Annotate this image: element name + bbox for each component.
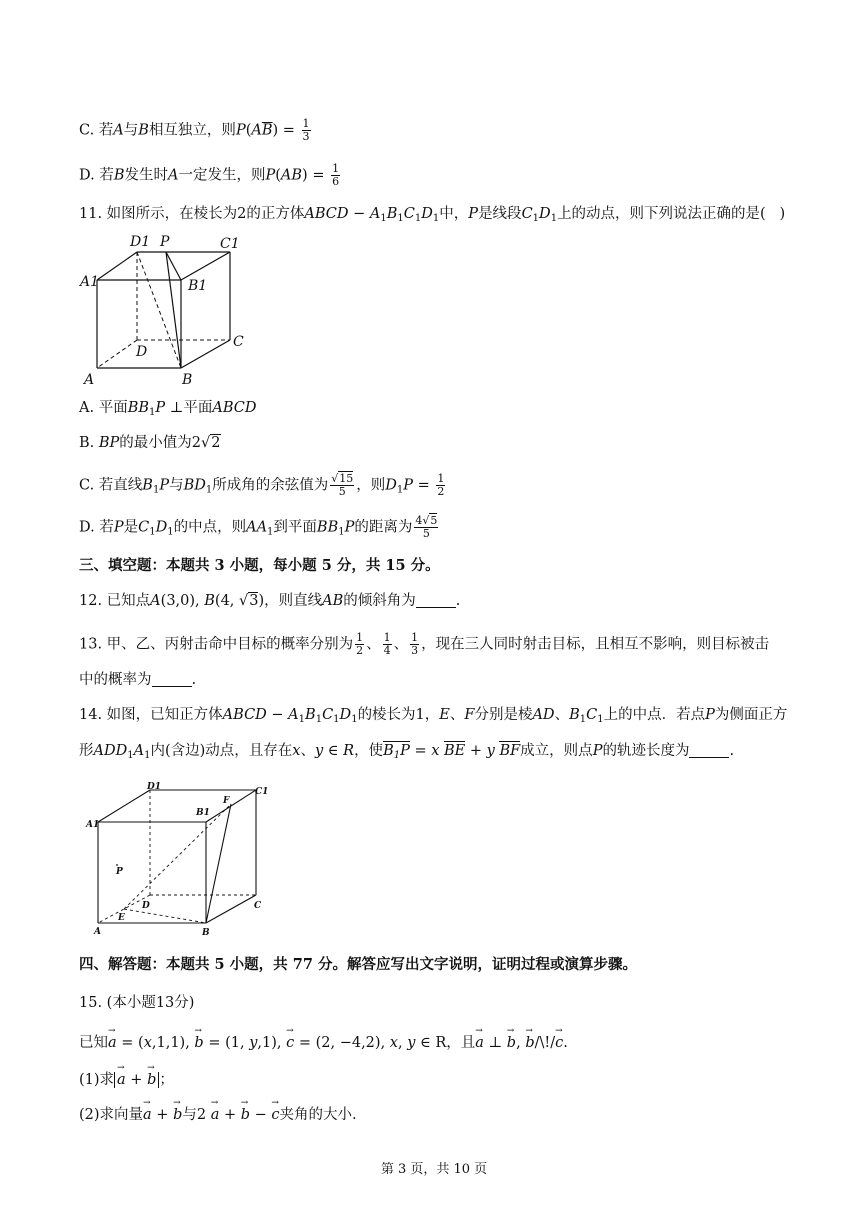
q14-line1: 14. 如图，已知正方体ABCD − $A_1B_1C_1D_1$的棱长为1，E、F分别是棱AD、$B_1C_1$上的中点．若点P为侧面正方 bbox=[79, 707, 788, 725]
q11-stem: 11. 如图所示，在棱长为2的正方体ABCD − $A_1B_1C_1D_1$中，P是线段$C_1D_1$上的动点，则下列说法正确的是( ) bbox=[79, 206, 786, 224]
q11-option-c: C. 若直线$B_1P$与$BD_1$所成角的余弦值为 $\frac{√15}{5}$ ，则$D_1P$ = $\frac{1}{2}$ bbox=[79, 472, 445, 498]
label14-c: C bbox=[254, 901, 262, 911]
page-footer: 第 3 页，共 10 页 bbox=[380, 1162, 488, 1177]
label-p: P bbox=[160, 234, 170, 250]
q13-line2: 中的概率为 . bbox=[79, 672, 197, 688]
label-c: C bbox=[233, 334, 244, 350]
q15-title: 15. (本小题13分) bbox=[79, 995, 195, 1011]
q10-option-d: D. 若B发生时A一定发生，则P(AB) = $\frac{1}{6}$ bbox=[79, 162, 340, 188]
label14-d: D bbox=[142, 901, 150, 911]
q14-line2: 形$ADD_1A_1$内(含边)动点，且存在x、y ∈ R，使$B_1P = x$ BE + y BF成立，则点P的轨迹长度为 . bbox=[79, 743, 735, 761]
label14-e: E bbox=[118, 913, 125, 923]
label-b1: B1 bbox=[188, 278, 208, 294]
q13-line1: 13. 甲、乙、丙射击命中目标的概率分别为 $\frac{1}{2}$ 、 $\frac{1}{4}$ 、 $\frac{1}{3}$ ，现在三人同时射击目标，且相互不影响，则目标被击 bbox=[79, 631, 770, 657]
q12: 12. 已知点A(3,0), B(4, √3)，则直线AB的倾斜角为 . bbox=[79, 593, 461, 609]
label14-a: A bbox=[94, 927, 101, 937]
label14-b1: B1 bbox=[196, 808, 210, 818]
label14-p: P bbox=[116, 867, 123, 877]
label14-d1: D1 bbox=[147, 782, 162, 792]
q10-option-c: C. 若A与B相互独立，则$P(A\overline{B})$ = $\frac{1}{3}$ bbox=[79, 117, 310, 143]
label-a1: A1 bbox=[80, 274, 100, 290]
label14-c1: C1 bbox=[255, 787, 269, 797]
q11-cube-figure bbox=[78, 228, 258, 393]
label-b: B bbox=[182, 372, 193, 388]
q15-part2: (2)求向量→ a + → b与2 → a + → b − → c夹角的大小. bbox=[79, 1105, 357, 1125]
label-c1: C1 bbox=[220, 236, 240, 252]
q11-option-a: A. 平面$BB_1P$ ⊥平面ABCD bbox=[79, 400, 257, 418]
label14-f: F bbox=[223, 796, 230, 806]
label-d1: D1 bbox=[130, 234, 151, 250]
label14-a1: A1 bbox=[86, 820, 100, 830]
label14-b: B bbox=[202, 928, 210, 938]
label-a: A bbox=[84, 372, 95, 388]
q15-part1: (1)求 → a + → b ； bbox=[79, 1070, 174, 1090]
q15-given: 已知→ a = (x,1,1), → b = (1, y,1), → c = (2, −4,2), x, y ∈ R，且→ a ⊥ → b, → b/\!/→ c. bbox=[79, 1033, 568, 1053]
section-3-heading: 三、填空题：本题共 3 小题，每小题 5 分，共 15 分。 bbox=[79, 557, 440, 574]
q14-cube-figure bbox=[84, 782, 274, 942]
q11-option-b: B. BP的最小值为2√2 bbox=[79, 435, 221, 451]
section-4-heading: 四、解答题：本题共 5 小题，共 77 分。解答应写出文字说明，证明过程或演算步骤。 bbox=[79, 956, 637, 973]
label-d: D bbox=[136, 344, 148, 360]
q11-option-d: D. 若P是$C_1D_1$的中点，则$AA_1$到平面$BB_1P$的距离为 $\frac{4√5}{5}$ bbox=[79, 514, 438, 540]
